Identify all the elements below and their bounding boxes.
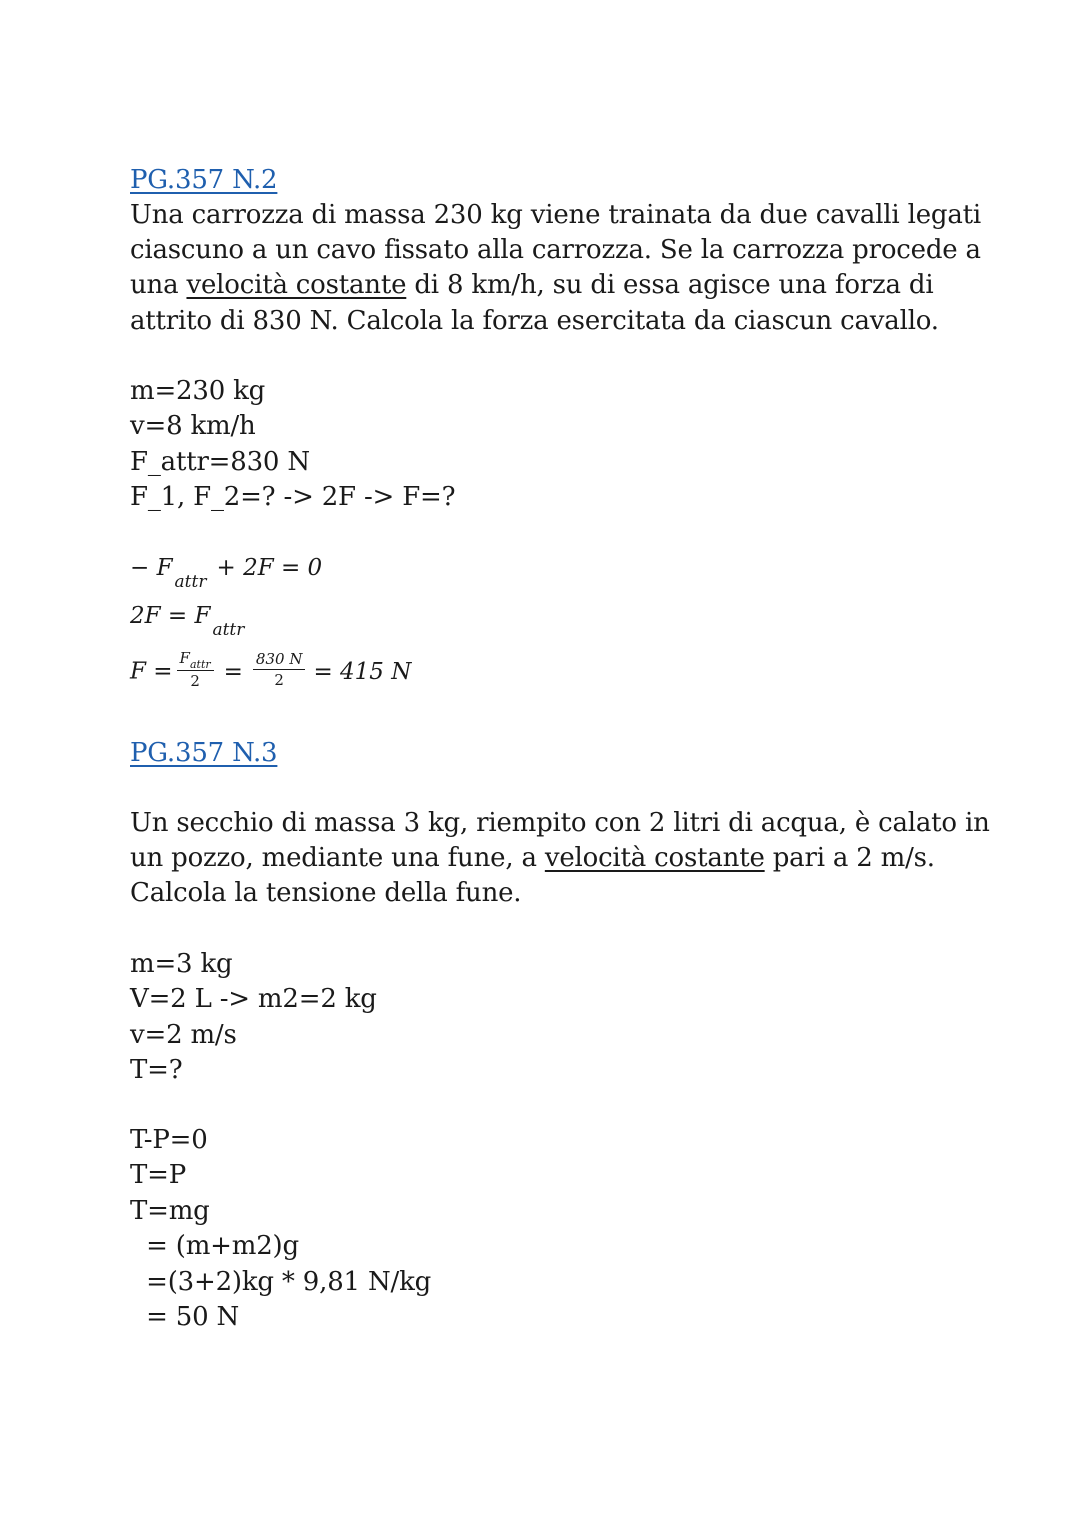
math-subscript: attr: [212, 620, 245, 640]
problem1-heading[interactable]: PG.357 N.2: [130, 165, 278, 195]
text-fragment: una: [130, 270, 187, 300]
fraction-value-over-two: [253, 650, 306, 689]
math-subscript: attr: [174, 572, 207, 592]
problem2-text-line-1: Un secchio di massa 3 kg, riempito con 2 litri di acqua, è calato in: [130, 808, 990, 838]
problem1-unknowns: F_1, F_2=? -> 2F -> F=?: [130, 482, 456, 512]
problem1-text-line-1: Una carrozza di massa 230 kg viene trainata da due cavalli legati: [130, 200, 982, 230]
problem1-given-velocity: v=8 km/h: [130, 411, 256, 441]
underlined-phrase: velocità costante: [544, 843, 765, 873]
text-fragment: di 8 km/h, su di essa agisce una forza di: [406, 270, 934, 300]
fraction-denominator: 2: [274, 671, 284, 689]
math-term: F =: [130, 658, 173, 685]
problem2-heading[interactable]: PG.357 N.3: [130, 738, 278, 768]
text-fragment: pari a 2 m/s.: [764, 843, 935, 873]
problem1-given-friction: F_attr=830 N: [130, 447, 310, 477]
problem2-solution-line-1: T-P=0: [130, 1125, 208, 1155]
problem2-text-line-3: Calcola la tensione della fune.: [130, 878, 522, 908]
problem1-text-line-2: ciascuno a un cavo fissato alla carrozza. Se la carrozza procede a: [130, 235, 981, 265]
fraction-numerator: 830 N: [253, 650, 306, 670]
math-term: 2F = F: [130, 603, 211, 629]
fraction-friction-over-two: [177, 649, 214, 690]
math-term: + 2F = 0: [216, 555, 323, 581]
problem2-given-volume: V=2 L -> m2=2 kg: [130, 984, 377, 1014]
underlined-phrase: velocità costante: [186, 270, 407, 300]
problem1-equation-3: [130, 649, 412, 693]
problem2-solution-line-4: = (m+m2)g: [130, 1231, 299, 1261]
problem1-equation-1: [130, 555, 323, 592]
problem1-given-mass: m=230 kg: [130, 376, 266, 406]
fraction-denominator: 2: [190, 672, 200, 690]
fraction-subscript: attr: [189, 658, 211, 671]
math-term: − F: [130, 555, 173, 581]
problem2-solution-line-3: T=mg: [130, 1196, 210, 1226]
problem2-given-mass: m=3 kg: [130, 949, 233, 979]
problem2-solution-line-6: = 50 N: [130, 1302, 240, 1332]
problem2-text-line-2: [130, 841, 935, 876]
problem1-equation-2: [130, 603, 245, 640]
math-result: = 415 N: [313, 658, 412, 685]
fraction-numerator: F: [179, 649, 190, 667]
math-equals: =: [223, 658, 243, 685]
problem2-unknown: T=?: [130, 1055, 183, 1085]
problem2-solution-line-2: T=P: [130, 1160, 187, 1190]
text-fragment: un pozzo, mediante una fune, a: [130, 843, 545, 873]
problem1-text-line-3: [130, 268, 933, 303]
problem2-solution-line-5: =(3+2)kg * 9,81 N/kg: [130, 1267, 432, 1297]
problem2-given-velocity: v=2 m/s: [130, 1020, 237, 1050]
problem1-text-line-4: attrito di 830 N. Calcola la forza esercitata da ciascun cavallo.: [130, 306, 939, 336]
